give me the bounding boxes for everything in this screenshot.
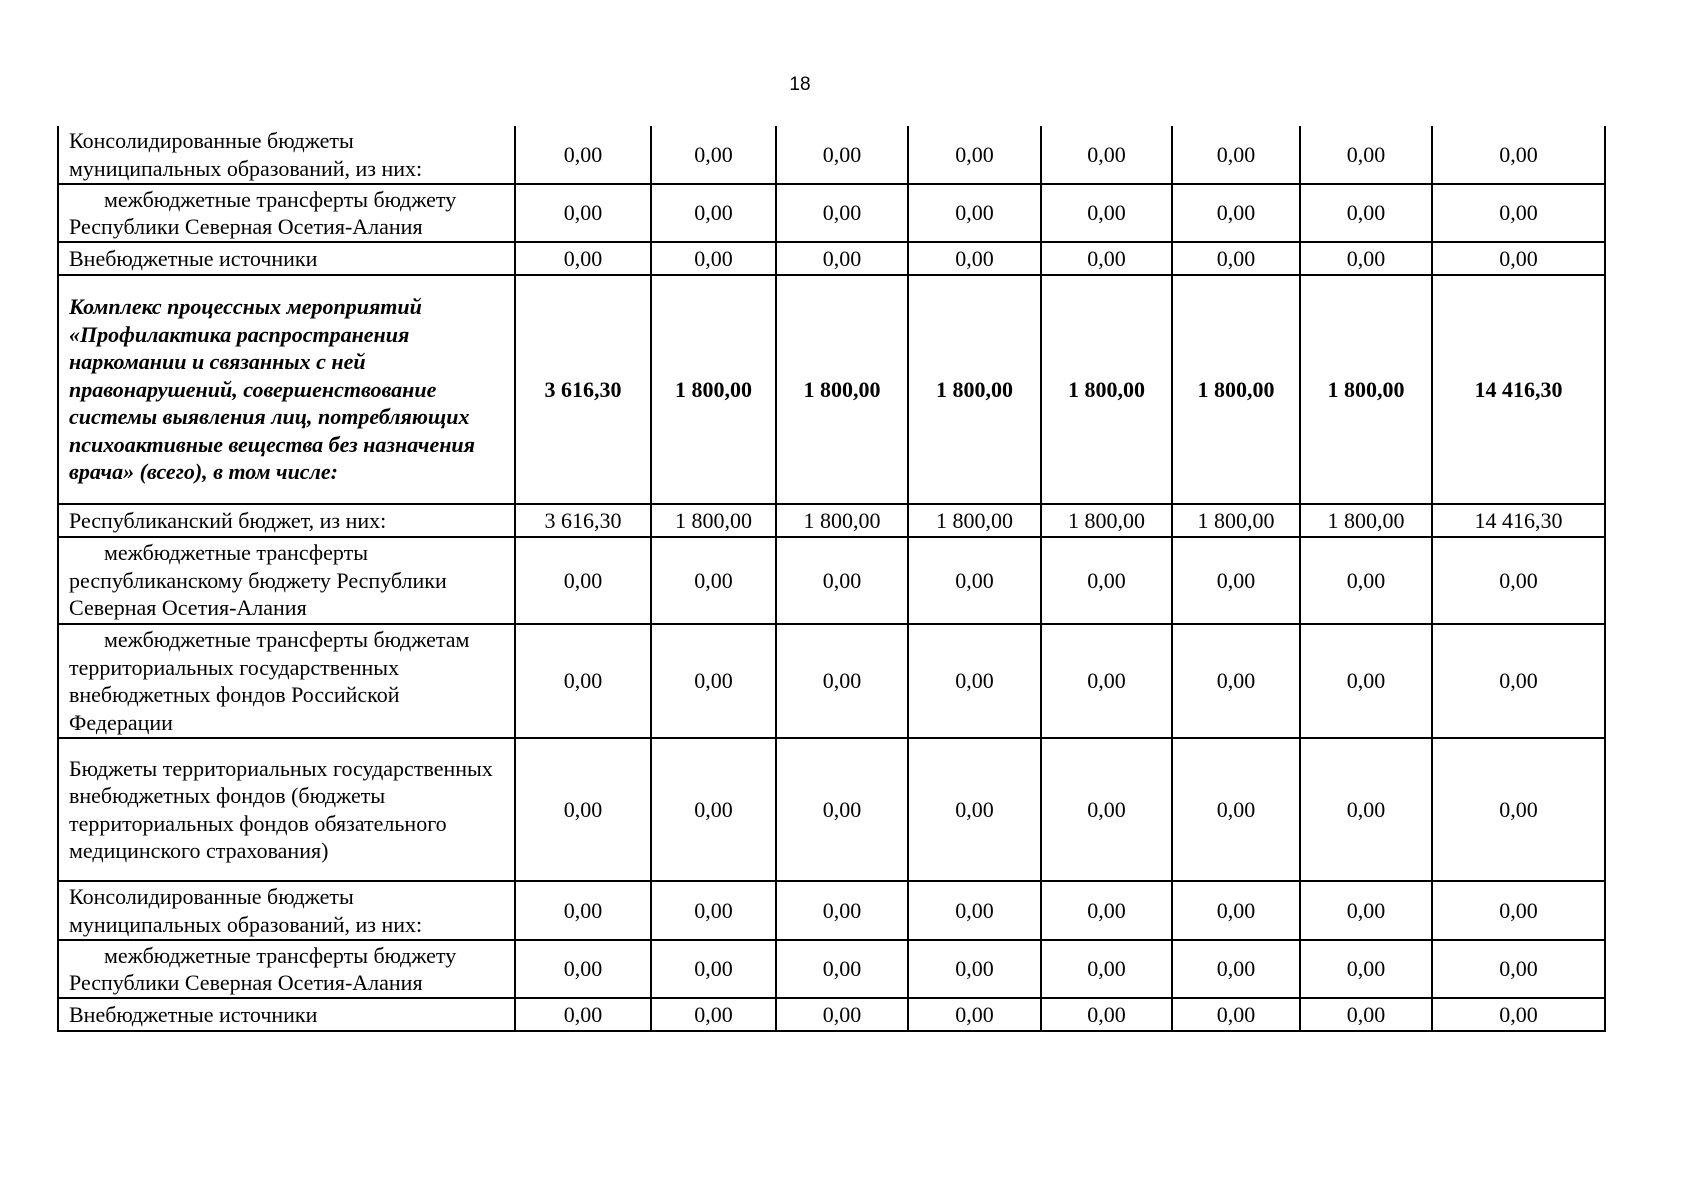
value-cell: 0,00	[1432, 940, 1605, 998]
value-cell: 1 800,00	[1041, 275, 1172, 504]
value-cell: 0,00	[515, 184, 651, 242]
value-cell: 0,00	[908, 537, 1041, 624]
page-number: 18	[789, 74, 811, 95]
value-cell: 0,00	[1432, 537, 1605, 624]
value-cell: 1 800,00	[1172, 504, 1300, 537]
value-cell: 0,00	[651, 184, 776, 242]
value-cell: 0,00	[1041, 537, 1172, 624]
value-cell: 0,00	[1300, 242, 1432, 275]
value-cell: 0,00	[1172, 537, 1300, 624]
table-row	[58, 881, 1605, 940]
value-cell: 1 800,00	[908, 275, 1041, 504]
value-cell: 0,00	[515, 126, 651, 184]
value-cell: 1 800,00	[651, 275, 776, 504]
value-cell: 0,00	[651, 537, 776, 624]
row-label: Республиканский бюджет, из них:	[58, 504, 515, 537]
value-cell: 0,00	[1432, 126, 1605, 184]
table-row	[58, 624, 1605, 738]
value-cell: 0,00	[515, 998, 651, 1031]
value-cell: 0,00	[651, 738, 776, 881]
row-label: межбюджетные трансферты бюджету Республики Северная Осетия-Алания	[58, 184, 515, 242]
table-row	[58, 940, 1605, 998]
value-cell: 0,00	[1432, 624, 1605, 738]
value-cell: 1 800,00	[908, 504, 1041, 537]
table-row	[58, 242, 1605, 275]
row-label: Бюджеты территориальных государственных внебюджетных фондов (бюджеты территориальных фондов обязательного медицинского страхования)	[58, 738, 515, 881]
budget-table	[57, 126, 1606, 1032]
row-label: Консолидированные бюджеты муниципальных образований, из них:	[58, 881, 515, 940]
value-cell: 0,00	[1300, 998, 1432, 1031]
value-cell: 0,00	[1300, 624, 1432, 738]
value-cell: 14 416,30	[1432, 504, 1605, 537]
value-cell: 3 616,30	[515, 504, 651, 537]
value-cell: 14 416,30	[1432, 275, 1605, 504]
value-cell: 0,00	[515, 940, 651, 998]
table-row	[58, 537, 1605, 624]
value-cell: 0,00	[1041, 126, 1172, 184]
value-cell: 0,00	[1432, 738, 1605, 881]
value-cell: 0,00	[1041, 881, 1172, 940]
value-cell: 0,00	[1041, 624, 1172, 738]
value-cell: 0,00	[908, 881, 1041, 940]
value-cell: 0,00	[776, 184, 908, 242]
value-cell: 0,00	[1172, 940, 1300, 998]
value-cell: 1 800,00	[1300, 275, 1432, 504]
value-cell: 0,00	[515, 881, 651, 940]
row-label: Консолидированные бюджеты муниципальных образований, из них:	[58, 126, 515, 184]
value-cell: 0,00	[908, 738, 1041, 881]
value-cell: 0,00	[515, 242, 651, 275]
table-row	[58, 504, 1605, 537]
value-cell: 1 800,00	[776, 504, 908, 537]
value-cell: 0,00	[1300, 184, 1432, 242]
value-cell: 1 800,00	[651, 504, 776, 537]
value-cell: 1 800,00	[776, 275, 908, 504]
value-cell: 0,00	[651, 998, 776, 1031]
value-cell: 0,00	[1432, 998, 1605, 1031]
value-cell: 0,00	[515, 738, 651, 881]
value-cell: 0,00	[651, 624, 776, 738]
table-row	[58, 126, 1605, 184]
value-cell: 0,00	[1041, 738, 1172, 881]
value-cell: 0,00	[908, 624, 1041, 738]
value-cell: 0,00	[1300, 537, 1432, 624]
value-cell: 0,00	[651, 126, 776, 184]
value-cell: 0,00	[776, 537, 908, 624]
value-cell: 3 616,30	[515, 275, 651, 504]
value-cell: 0,00	[1041, 998, 1172, 1031]
value-cell: 0,00	[1300, 881, 1432, 940]
value-cell: 0,00	[1300, 940, 1432, 998]
value-cell: 1 800,00	[1172, 275, 1300, 504]
value-cell: 0,00	[1300, 738, 1432, 881]
value-cell: 0,00	[1172, 126, 1300, 184]
value-cell: 0,00	[1172, 998, 1300, 1031]
value-cell: 0,00	[1432, 184, 1605, 242]
value-cell: 0,00	[776, 126, 908, 184]
value-cell: 1 800,00	[1300, 504, 1432, 537]
value-cell: 0,00	[515, 537, 651, 624]
value-cell: 0,00	[776, 881, 908, 940]
value-cell: 0,00	[776, 940, 908, 998]
value-cell: 0,00	[1172, 881, 1300, 940]
value-cell: 0,00	[1041, 940, 1172, 998]
row-label: межбюджетные трансферты бюджетам территориальных государственных внебюджетных фондов Российской Федерации	[58, 624, 515, 738]
value-cell: 0,00	[1432, 881, 1605, 940]
value-cell: 0,00	[1172, 624, 1300, 738]
value-cell: 0,00	[651, 881, 776, 940]
value-cell: 1 800,00	[1041, 504, 1172, 537]
value-cell: 0,00	[908, 998, 1041, 1031]
value-cell: 0,00	[651, 242, 776, 275]
value-cell: 0,00	[515, 624, 651, 738]
row-label: Внебюджетные источники	[58, 242, 515, 275]
table-row	[58, 275, 1605, 504]
value-cell: 0,00	[1172, 738, 1300, 881]
value-cell: 0,00	[1432, 242, 1605, 275]
value-cell: 0,00	[1300, 126, 1432, 184]
value-cell: 0,00	[1041, 184, 1172, 242]
value-cell: 0,00	[908, 126, 1041, 184]
value-cell: 0,00	[908, 940, 1041, 998]
value-cell: 0,00	[776, 242, 908, 275]
row-label: межбюджетные трансферты республиканскому бюджету Республики Северная Осетия-Алания	[58, 537, 515, 624]
value-cell: 0,00	[908, 242, 1041, 275]
table-body	[58, 126, 1605, 1031]
value-cell: 0,00	[908, 184, 1041, 242]
table-row	[58, 998, 1605, 1031]
value-cell: 0,00	[776, 624, 908, 738]
value-cell: 0,00	[1172, 184, 1300, 242]
row-label: Внебюджетные источники	[58, 998, 515, 1031]
row-label: межбюджетные трансферты бюджету Республики Северная Осетия-Алания	[58, 940, 515, 998]
table-row	[58, 184, 1605, 242]
table-row	[58, 738, 1605, 881]
value-cell: 0,00	[776, 738, 908, 881]
value-cell: 0,00	[1041, 242, 1172, 275]
value-cell: 0,00	[1172, 242, 1300, 275]
value-cell: 0,00	[651, 940, 776, 998]
value-cell: 0,00	[776, 998, 908, 1031]
row-label: Комплекс процессных мероприятий «Профилактика распространения наркомании и связанных с ней правонарушений, совершенствование системы выявления лиц, потребляющих психоактивные вещества без назначения врача» (всего), в том числе:	[58, 275, 515, 504]
